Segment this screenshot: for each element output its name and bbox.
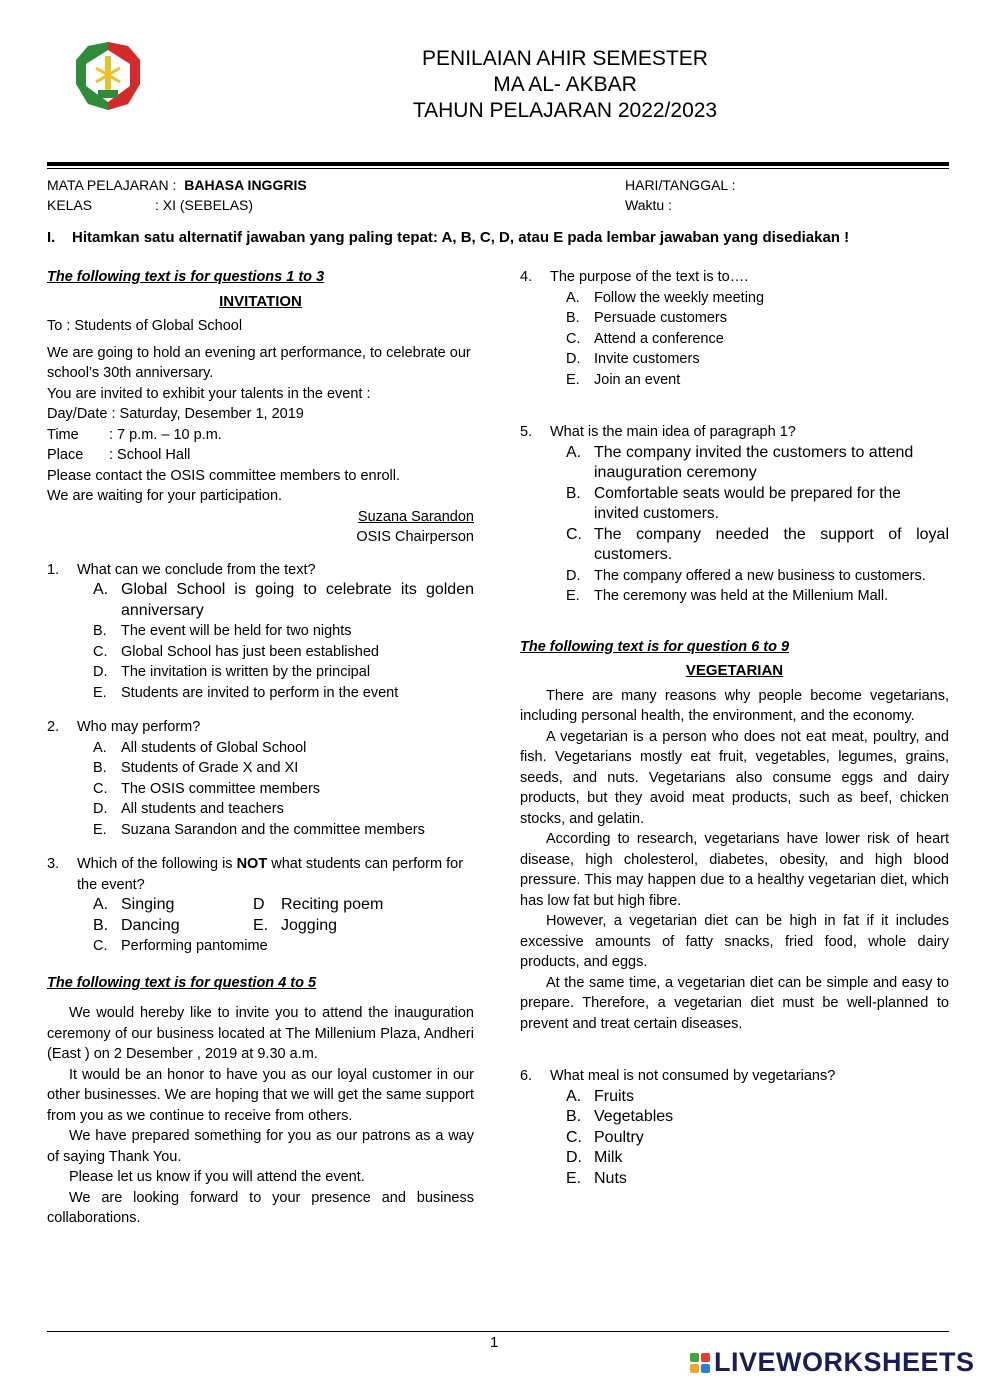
page-number: 1: [490, 1334, 499, 1351]
footer-divider: [47, 1331, 949, 1332]
subject-row: [47, 175, 307, 195]
option-d[interactable]: [93, 662, 474, 683]
option-e[interactable]: [93, 820, 474, 841]
option-a[interactable]: [93, 895, 253, 916]
invitation-to: To : Students of Global School: [47, 318, 243, 334]
class-row: [47, 195, 253, 215]
question-text-part: what students can perform for the event?: [77, 856, 464, 893]
left-column: [47, 267, 474, 1229]
option-text: Join an event: [594, 371, 681, 388]
option-e[interactable]: [566, 370, 949, 391]
option-letter: E.: [253, 916, 269, 934]
option-b[interactable]: [93, 621, 474, 642]
question-number: 6.: [520, 1068, 533, 1084]
question-number: 5.: [520, 424, 533, 440]
option-c[interactable]: [93, 936, 474, 957]
option-letter: A.: [566, 1087, 582, 1105]
option-text: Fruits: [594, 1087, 634, 1105]
option-letter: D.: [93, 801, 108, 817]
invitation-place: [47, 445, 474, 466]
option-c[interactable]: [566, 525, 949, 566]
option-letter: A.: [566, 289, 580, 306]
brand-text: LIVEWORKSHEETS: [714, 1347, 975, 1377]
option-letter: C.: [93, 643, 108, 660]
instruction-number: I.: [47, 229, 56, 246]
option-text: Nuts: [594, 1169, 627, 1187]
place-value: : School Hall: [109, 447, 191, 463]
option-text: The company needed the support of loyal customers.: [594, 525, 949, 563]
title-line-3: TAHUN PELAJARAN 2022/2023: [412, 99, 718, 122]
question-text: What is the main idea of paragraph 1?: [550, 424, 796, 440]
header-divider-thick: [47, 162, 949, 166]
letter-paragraph-5: We are looking forward to your presence and business collaborations.: [47, 1189, 474, 1226]
option-b[interactable]: [93, 916, 253, 937]
option-a[interactable]: [93, 580, 474, 621]
option-letter: A.: [93, 896, 109, 913]
question-text: What can we conclude from the text?: [77, 561, 316, 578]
option-letter: C.: [93, 938, 108, 954]
option-letter: B.: [93, 916, 109, 934]
school-crest-icon: [70, 38, 146, 114]
vegetarian-paragraph-5: At the same time, a vegetarian diet can be simple and easy to prepare. Therefore, a vegetarian diet must be well-planned to prevent and treat certain diseases.: [520, 974, 949, 1032]
invitation-day: Day/Date : Saturday, Desember 1, 2019: [47, 406, 304, 422]
section-heading-1: The following text is for questions 1 to 3: [47, 269, 325, 285]
option-text: Jogging: [281, 916, 338, 934]
option-letter: B.: [566, 310, 580, 326]
option-letter: B.: [566, 1108, 582, 1125]
option-e[interactable]: [566, 586, 949, 607]
option-text: Students are invited to perform in the event: [121, 684, 399, 701]
option-text: Invite customers: [594, 351, 700, 367]
option-text: Students of Grade X and XI: [121, 760, 299, 776]
option-text: The ceremony was held at the Millenium Mall.: [594, 588, 889, 604]
option-text: The event will be held for two nights: [121, 623, 352, 639]
question-number: 2.: [47, 719, 60, 735]
instruction: [47, 229, 957, 246]
option-text: Reciting poem: [281, 896, 384, 913]
option-c[interactable]: [566, 1128, 949, 1149]
class-label: KELAS: [47, 197, 93, 213]
option-d[interactable]: [566, 566, 949, 587]
option-letter: D: [253, 896, 265, 913]
option-c[interactable]: [93, 642, 474, 663]
invitation-time: [47, 425, 474, 446]
section-heading-2: The following text is for question 4 to 5: [47, 974, 317, 991]
option-letter: C.: [566, 525, 582, 543]
question-4: [520, 267, 949, 390]
question-text: [77, 854, 474, 895]
time-value: : 7 p.m. – 10 p.m.: [109, 426, 222, 443]
option-b[interactable]: [566, 484, 949, 525]
option-text: Singing: [121, 896, 175, 913]
option-text: The company invited the customers to attend inauguration ceremony: [594, 443, 914, 481]
liveworksheets-brand[interactable]: [690, 1347, 975, 1378]
time-label: Time: [47, 426, 79, 443]
option-text: The company offered a new business to customers.: [594, 567, 926, 584]
option-text: The invitation is written by the principal: [121, 664, 371, 680]
option-text: Follow the weekly meeting: [594, 289, 765, 306]
option-d[interactable]: [566, 1148, 949, 1169]
signature-role: OSIS Chairperson: [356, 529, 474, 545]
letter-paragraph-4: Please let us know if you will attend the event.: [69, 1169, 365, 1185]
invitation-paragraph-3: Please contact the OSIS committee members to enroll.: [47, 467, 400, 484]
question-number: 1.: [47, 561, 60, 578]
subject-label: MATA PELAJARAN :: [47, 177, 177, 193]
vegetarian-paragraph-4: However, a vegetarian diet can be high in fat if it includes excessive amounts of fatty snacks, fried food, whole dairy products, and eggs.: [520, 913, 949, 970]
place-label: Place: [47, 447, 84, 463]
question-text: Who may perform?: [77, 719, 201, 735]
question-number: 4.: [520, 269, 533, 285]
question-text: What meal is not consumed by vegetarians?: [550, 1068, 836, 1084]
option-text: Attend a conference: [594, 330, 724, 347]
option-text: Persuade customers: [594, 310, 727, 326]
option-letter: D.: [566, 351, 581, 367]
option-e[interactable]: [253, 916, 337, 937]
question-text: The purpose of the text is to….: [550, 269, 749, 285]
option-text: The OSIS committee members: [121, 780, 321, 797]
option-text: Global School has just been established: [121, 643, 379, 660]
option-d[interactable]: [93, 799, 474, 820]
subject-value: BAHASA INGGRIS: [184, 177, 307, 193]
question-5: [520, 422, 949, 607]
option-text: Vegetables: [594, 1108, 674, 1125]
option-a[interactable]: [566, 288, 949, 309]
vegetarian-paragraph-3: According to research, vegetarians have lower risk of heart disease, high cholesterol, diabetes, obesity, and high blood pressure. This may happen due to a healthy vegetarian diet, which has low fat but high fibre.: [520, 831, 949, 909]
option-e[interactable]: [566, 1169, 949, 1190]
option-text: Global School is going to celebrate its golden anniversary: [121, 581, 474, 619]
invitation-title: INVITATION: [219, 292, 302, 310]
option-b[interactable]: [93, 758, 474, 779]
option-letter: C.: [566, 1128, 582, 1146]
day-label: HARI/TANGGAL :: [625, 177, 736, 193]
option-letter: E.: [93, 684, 107, 701]
option-b[interactable]: [566, 1107, 949, 1128]
option-letter: D.: [566, 1149, 582, 1166]
option-a[interactable]: [93, 738, 474, 759]
option-text: All students and teachers: [121, 801, 284, 817]
option-c[interactable]: [566, 329, 949, 350]
option-text: Performing pantomime: [121, 938, 268, 954]
invitation-paragraph-1: We are going to hold an evening art performance, to celebrate our school’s 30th anniversary.: [47, 344, 471, 381]
option-letter: E.: [566, 588, 580, 604]
invitation-paragraph-2: You are invited to exhibit your talents in the event :: [47, 385, 371, 402]
option-text: Milk: [594, 1149, 623, 1166]
letter-paragraph-2: It would be an honor to have you as our loyal customer in our other businesses. We are hoping that we will get the same support from you as we continue to receive from others.: [47, 1066, 474, 1124]
option-text: Dancing: [121, 916, 180, 934]
question-emphasis: NOT: [236, 856, 268, 872]
letter-paragraph-1: We would hereby like to invite you to attend the inauguration ceremony of our business located at The Millenium Plaza, Andheri (East ) on 2 Desember , 2019 at 9.30 a.m.: [47, 1005, 474, 1062]
option-letter: E.: [93, 821, 107, 838]
option-letter: E.: [566, 1169, 582, 1187]
question-3: [47, 854, 474, 957]
option-text: Suzana Sarandon and the committee members: [121, 821, 425, 838]
title-line-2: MA AL- AKBAR: [493, 73, 637, 96]
option-letter: B.: [93, 760, 107, 776]
option-letter: D.: [93, 664, 108, 680]
option-a[interactable]: [566, 443, 949, 484]
signature-name: Suzana Sarandon: [357, 508, 474, 525]
option-letter: C.: [566, 330, 581, 347]
option-letter: C.: [93, 780, 108, 797]
page-title: [330, 46, 800, 124]
section-heading-3: The following text is for question 6 to 9: [520, 638, 790, 655]
right-column: [520, 267, 949, 1189]
option-text: All students of Global School: [121, 739, 307, 756]
question-number: 3.: [47, 856, 60, 872]
liveworksheets-logo-icon: [690, 1353, 710, 1373]
option-e[interactable]: [93, 683, 474, 704]
option-text: Comfortable seats would be prepared for the invited customers.: [594, 484, 901, 522]
option-a[interactable]: [566, 1087, 949, 1108]
option-letter: B.: [566, 484, 581, 502]
option-d[interactable]: [566, 349, 949, 370]
option-letter: A.: [93, 739, 107, 756]
letter-paragraph-3: We have prepared something for you as our patrons as a way of saying Thank You.: [47, 1128, 474, 1165]
option-c[interactable]: [93, 779, 474, 800]
vegetarian-title: VEGETARIAN: [685, 662, 784, 679]
question-text-part: Which of the following is: [77, 856, 237, 872]
option-letter: A.: [566, 443, 582, 461]
option-letter: A.: [93, 581, 109, 598]
question-1: [47, 560, 474, 704]
vegetarian-paragraph-2: A vegetarian is a person who does not eat meat, poultry, and fish. Vegetarians mostly eat fruit, vegetables, legumes, grains, seeds, and nuts. Vegetarians also consume eggs and dairy products, but they avoid meat products, such as beef, chicken stocks, and gelatin.: [520, 728, 949, 827]
option-d[interactable]: [253, 895, 383, 916]
option-letter: D.: [566, 567, 581, 584]
invitation-paragraph-4: We are waiting for your participation.: [47, 488, 283, 504]
vegetarian-paragraph-1: There are many reasons why people become vegetarians, including personal health, the environment, and the economy.: [520, 687, 949, 724]
title-line-1: PENILAIAN AHIR SEMESTER: [422, 47, 708, 70]
class-value: : XI (SEBELAS): [155, 197, 254, 213]
header-divider-thin: [47, 168, 949, 169]
option-text: Poultry: [594, 1128, 644, 1146]
question-6: [520, 1066, 949, 1189]
instruction-text: Hitamkan satu alternatif jawaban yang paling tepat: A, B, C, D, atau E pada lembar jawaban yang disediakan !: [72, 229, 850, 246]
time-label: Waktu :: [625, 197, 672, 213]
option-letter: E.: [566, 371, 580, 388]
question-2: [47, 717, 474, 840]
option-b[interactable]: [566, 308, 949, 329]
option-letter: B.: [93, 623, 107, 639]
